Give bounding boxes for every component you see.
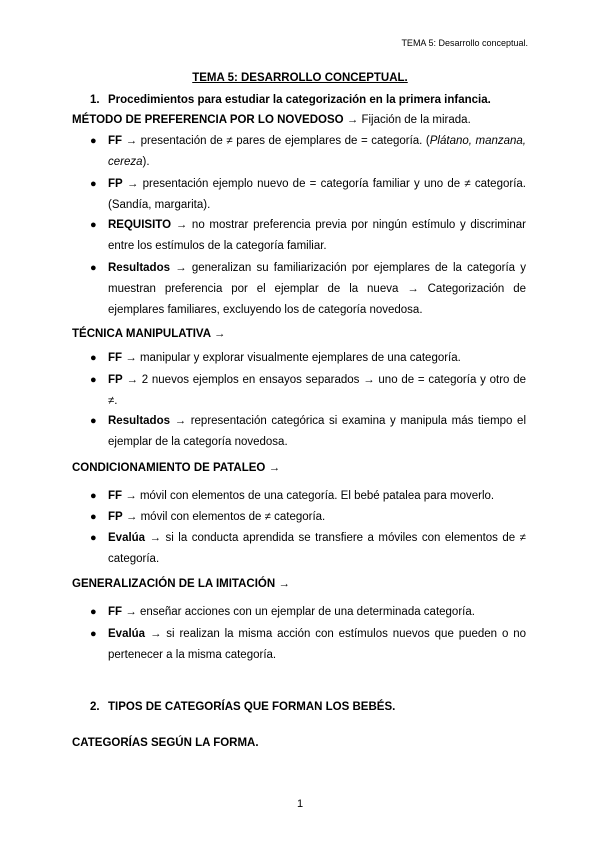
list-item (90, 215, 526, 257)
bullet-icon: ● (90, 178, 97, 190)
section-2-number: 2. (90, 701, 100, 713)
bullet-icon: ● (90, 219, 97, 231)
bullet-icon: ● (90, 628, 97, 640)
bullet-icon: ● (90, 374, 97, 386)
item-label: FP (108, 374, 123, 386)
bullet-icon: ● (90, 511, 97, 523)
list-item (90, 131, 526, 173)
item-text: → enseñar acciones con un ejemplar de una determinada categoría. (122, 606, 475, 618)
item-label: FF (108, 352, 123, 364)
bullet-icon: ● (90, 352, 97, 364)
section-2-heading (90, 701, 395, 713)
item-text: → generalizan su familiarización por ejemplares de la categoría y muestran preferencia por el ejemplar de la nueva → Categorización de ejemplares familiares, excluyendo los de categoría novedosa. (108, 262, 526, 316)
item-text: → presentación ejemplo nuevo de = categoría familiar y uno de ≠ categoría. (Sandía, margarita). (108, 178, 526, 211)
page-title: TEMA 5: DESARROLLO CONCEPTUAL. (192, 72, 408, 84)
item-label: REQUISITO (108, 219, 172, 231)
list-item (90, 411, 526, 453)
item-label: Resultados (108, 262, 170, 274)
section-2-title: TIPOS DE CATEGORÍAS QUE FORMAN LOS BEBÉS. (108, 701, 396, 713)
page-number: 1 (296, 798, 304, 810)
item-text: → presentación de ≠ pares de ejemplares de = categoría. ( (122, 135, 430, 147)
metodo-heading (72, 114, 471, 126)
item-label: FP (108, 178, 123, 190)
item-italic-text: Plátano, manzana, cereza (108, 135, 526, 168)
item-text: → móvil con elementos de una categoría. El bebé patalea para moverlo. (122, 490, 495, 502)
item-label: Evalúa (108, 628, 146, 640)
bullet-icon: ● (90, 415, 97, 427)
item-text: → si la conducta aprendida se transfiere a móviles con elementos de ≠ categoría. (108, 532, 526, 565)
metodo-heading-label: MÉTODO DE PREFERENCIA POR LO NOVEDOSO → (72, 114, 359, 126)
list-item (90, 624, 526, 666)
running-header: TEMA 5: Desarrollo conceptual. (401, 38, 528, 48)
item-text-end: ). (142, 156, 150, 168)
list-item (90, 507, 526, 528)
tecnica-heading: TÉCNICA MANIPULATIVA → (72, 328, 226, 340)
bullet-icon: ● (90, 606, 97, 618)
item-text: → manipular y explorar visualmente ejemplares de una categoría. (122, 352, 461, 364)
section-1-number: 1. (90, 94, 100, 106)
bullet-icon: ● (90, 262, 97, 274)
item-label: Resultados (108, 415, 170, 427)
item-text: → móvil con elementos de ≠ categoría. (122, 511, 326, 523)
item-label: Evalúa (108, 532, 146, 544)
list-item (90, 486, 526, 507)
section-1-heading (90, 94, 491, 106)
list-item (90, 528, 526, 570)
metodo-heading-rest: Fijación de la mirada. (358, 114, 471, 126)
item-text: → representación categórica si examina y manipula más tiempo el ejemplar de la categoría novedosa. (108, 415, 526, 448)
list-item (90, 348, 526, 369)
list-item (90, 370, 526, 412)
bullet-icon: ● (90, 490, 97, 502)
item-text: → si realizan la misma acción con estímulos nuevos que pueden o no pertenecer a la misma categoría. (108, 628, 526, 661)
item-label: FF (108, 606, 123, 618)
bullet-icon: ● (90, 135, 97, 147)
bullet-icon: ● (90, 532, 97, 544)
item-label: FF (108, 135, 123, 147)
categorias-forma-heading: CATEGORÍAS SEGÚN LA FORMA. (72, 737, 259, 749)
list-item (90, 258, 526, 321)
list-item (90, 602, 526, 623)
item-text: → 2 nuevos ejemplos en ensayos separados → uno de = categoría y otro de ≠. (108, 374, 526, 407)
item-label: FF (108, 490, 123, 502)
section-1-title: Procedimientos para estudiar la categorización en la primera infancia. (108, 94, 491, 106)
item-label: FP (108, 511, 123, 523)
generalizacion-heading: GENERALIZACIÓN DE LA IMITACIÓN → (72, 578, 290, 590)
list-item (90, 174, 526, 216)
condicionamiento-heading: CONDICIONAMIENTO DE PATALEO → (72, 462, 281, 474)
item-text: → no mostrar preferencia previa por ningún estímulo y discriminar entre los estímulos de la categoría familiar. (108, 219, 526, 252)
